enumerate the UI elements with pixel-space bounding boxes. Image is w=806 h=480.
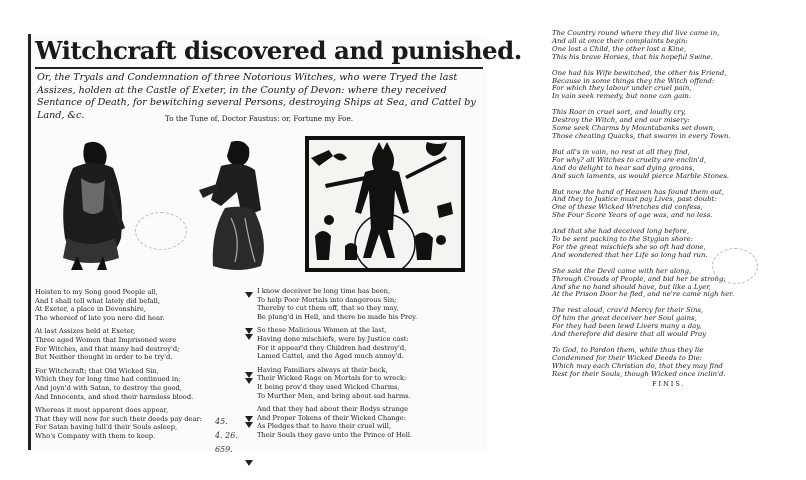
woodcut-witch-center-icon	[191, 138, 281, 274]
verse-line: Of him the great deceiver her Soul gains,	[552, 314, 697, 323]
ballad-subtitle: Or, the Tryals and Condemnation of three Notorious Witches, who were Tryed the last Assizes, holden at the Castle of Exeter, in the County of Devon: where they received Sentance of Death, for bewitching several Persons, destroying Ships at Sea, and Cattel by Land, &c.	[37, 72, 476, 121]
verse-line: Whereas it most apparent does appear,	[35, 406, 169, 415]
verse-column-right	[243, 287, 483, 445]
stanza	[35, 288, 245, 322]
verse-line: Hoisten to my Song good People all,	[35, 288, 158, 296]
stanza	[552, 307, 802, 339]
verse-line: Having done mischiefs, were by Justice cast:	[257, 334, 409, 343]
woodcut-witch-left-icon	[51, 138, 131, 274]
handwritten-margin-notes	[215, 415, 245, 457]
verse-line: And that she had deceived long before,	[552, 227, 690, 236]
verse-line: For Witches, and that many had destroy'd;	[35, 344, 180, 353]
verse-line: And that they had about their Bodys strange	[257, 405, 409, 414]
verse-line: Having Familiars always at their beck,	[257, 365, 388, 374]
verse-line: Which may each Christian do, that they may find	[552, 361, 723, 370]
verse-line: The whereof of late you nere did hear.	[35, 313, 165, 322]
verse-line: For the great mischiefs she so oft had done,	[552, 242, 706, 251]
library-stamp-icon	[712, 248, 758, 284]
verse-line: Through Crouds of People, and bid her be strong:	[552, 274, 726, 283]
verse-column-left	[35, 288, 245, 446]
verse-line: At last Assizes held at Exeter,	[35, 327, 136, 336]
verse-line: This Roar in cruel sort, and loudly cry,	[552, 108, 686, 117]
verse-line: This his brave Horses, that his hopeful Swine.	[552, 52, 713, 61]
margin-note: 659.	[215, 445, 233, 454]
verse-line: Rest for their Souls, though Wicked once inclin'd.	[552, 369, 726, 378]
margin-note: 45.	[215, 417, 228, 426]
verse-line: Because in some things they the Witch offend:	[552, 76, 715, 85]
stanza	[552, 347, 802, 379]
verse-line: In vain seek remedy, but none can gain.	[552, 92, 692, 101]
verse-line: To Murther Men, and bring about sad harms.	[257, 391, 411, 400]
verse-line: As Pledges that to have their cruel will,	[257, 422, 392, 431]
verse-line: For they had been lewd Livers many a day,	[552, 322, 702, 331]
verse-line: The rest aloud, crav'd Mercy for their Sins,	[552, 306, 704, 315]
verse-line: At Exeter, a place in Devonshire,	[35, 305, 147, 314]
verse-line: She said the Devil came with her along,	[552, 266, 692, 275]
verse-line: For Witchcraft; that Old Wicked Sin,	[35, 366, 159, 375]
stanza	[257, 326, 483, 360]
verse-line: Which they for long time had continued in;	[35, 375, 181, 384]
verse-line: Destroy the Witch, and end our misery:	[552, 116, 690, 125]
stanza	[552, 149, 802, 181]
verse-line: To help Poor Mortals into dangerous Sin;	[257, 295, 397, 304]
verse-line: And all at once their complaints begin:	[552, 36, 688, 45]
verse-line: Those cheating Quacks, that swarm in every Town.	[552, 131, 731, 140]
verse-line: And they to Justice must pay Lives, past doubt:	[552, 195, 717, 204]
stanza	[552, 228, 802, 260]
stanza	[552, 70, 802, 102]
verse-line: And do delight to hear sad dying groans,	[552, 163, 695, 172]
stanza	[35, 327, 245, 361]
ballad-title: Witchcraft discovered and punished.	[35, 36, 522, 65]
verse-line: And I shall tell what lately did befall,	[35, 296, 161, 305]
verse-line: And such laments, as would pierce Marble Stones.	[552, 171, 729, 180]
verse-line: But now the hand of Heaven has found them out,	[552, 187, 724, 196]
verse-line: But Neither thought in order to be try'd.	[35, 353, 173, 362]
verse-line: One lost a Child, the other lost a Kine,	[552, 44, 687, 53]
verse-line: And therefore did desire that all would Pray	[552, 330, 707, 339]
stanza	[552, 30, 802, 62]
verse-line: Three aged Women that Imprisoned were	[35, 335, 177, 344]
finis-mark: FINIS.	[652, 379, 686, 388]
library-stamp-icon	[135, 212, 187, 250]
stanza	[257, 366, 483, 400]
verse-line: But all's in vain, no rest at all they find,	[552, 147, 690, 156]
verse-line: One had his Wife bewitched, the other his Friend,	[552, 68, 727, 77]
verse-line: So these Malicious Women at the last,	[257, 326, 387, 335]
stanza	[552, 109, 802, 141]
verse-line: Condemned for their Wicked Deeds to Die:	[552, 353, 703, 362]
stanza	[35, 367, 245, 401]
verse-line: She Four Score Years of age was, and no less.	[552, 211, 713, 220]
left-page	[28, 34, 522, 454]
stanza	[257, 287, 483, 321]
verse-line: For Satan having lull'd their Souls asleep,	[35, 423, 178, 432]
verse-line: Their Wicked Rage on Mortals for to wreck:	[257, 374, 407, 383]
verse-line: And she no hand should have, but like a Lyer,	[552, 282, 711, 291]
stanza	[552, 268, 802, 300]
verse-line: To God, to Pardon them, while thus they lie	[552, 346, 704, 354]
verse-line: For why? all Witches to cruelty are enclin'd,	[552, 155, 707, 164]
title-rule	[35, 67, 483, 69]
verse-line: One of these Wicked Wretches did confess,	[552, 203, 703, 212]
verse-line: That they will now for such their deeds pay dear:	[35, 414, 202, 423]
tune-line: To the Tune of, Doctor Faustus: or, Fortune my Foe.	[164, 114, 354, 123]
verse-line: It being prov'd they used Wicked Charms,	[257, 382, 400, 391]
verse-line: And Innocents, and shed their harmless blood.	[35, 392, 194, 401]
stanza	[257, 405, 483, 439]
verse-line: Their Souls they gave unto the Prince of Hell.	[257, 430, 413, 439]
margin-note: 4. 26.	[215, 431, 238, 440]
verse-line: Lamed Cattel, and the Aged much annoy'd.	[257, 352, 404, 361]
verse-line: And Proper Tokens of their Wicked Change:	[257, 413, 406, 422]
verse-line: And joyn'd with Satan, to destroy the good,	[35, 383, 182, 392]
verse-line: To be sent packing to the Stygian shore:	[552, 235, 694, 244]
verse-line: I know deceiver be long time has been,	[257, 287, 391, 295]
verse-line: Some seek Charms by Mountabanks set down,	[552, 124, 716, 133]
verse-line: Thereby to cut them off, that so they may,	[257, 304, 399, 313]
verse-line: For which they labour under cruel pain,	[552, 84, 692, 93]
stanza	[35, 406, 245, 440]
verse-line: Who's Company with them to keep.	[35, 431, 156, 440]
verse-line: The Country round where they did live came in,	[552, 29, 720, 37]
verse-line: For it appear'd they Children had destroy'd,	[257, 343, 407, 352]
stanza	[552, 189, 802, 221]
verse-line: And wondered that her Life so long had run.	[552, 250, 708, 259]
right-page	[552, 30, 802, 450]
woodcut-devil-scene-icon	[305, 136, 465, 272]
verse-line: At the Prison Door he fled, and ne're came nigh her.	[552, 290, 735, 299]
verse-line: Be plung'd in Hell, and there be made his Prey.	[257, 312, 418, 321]
